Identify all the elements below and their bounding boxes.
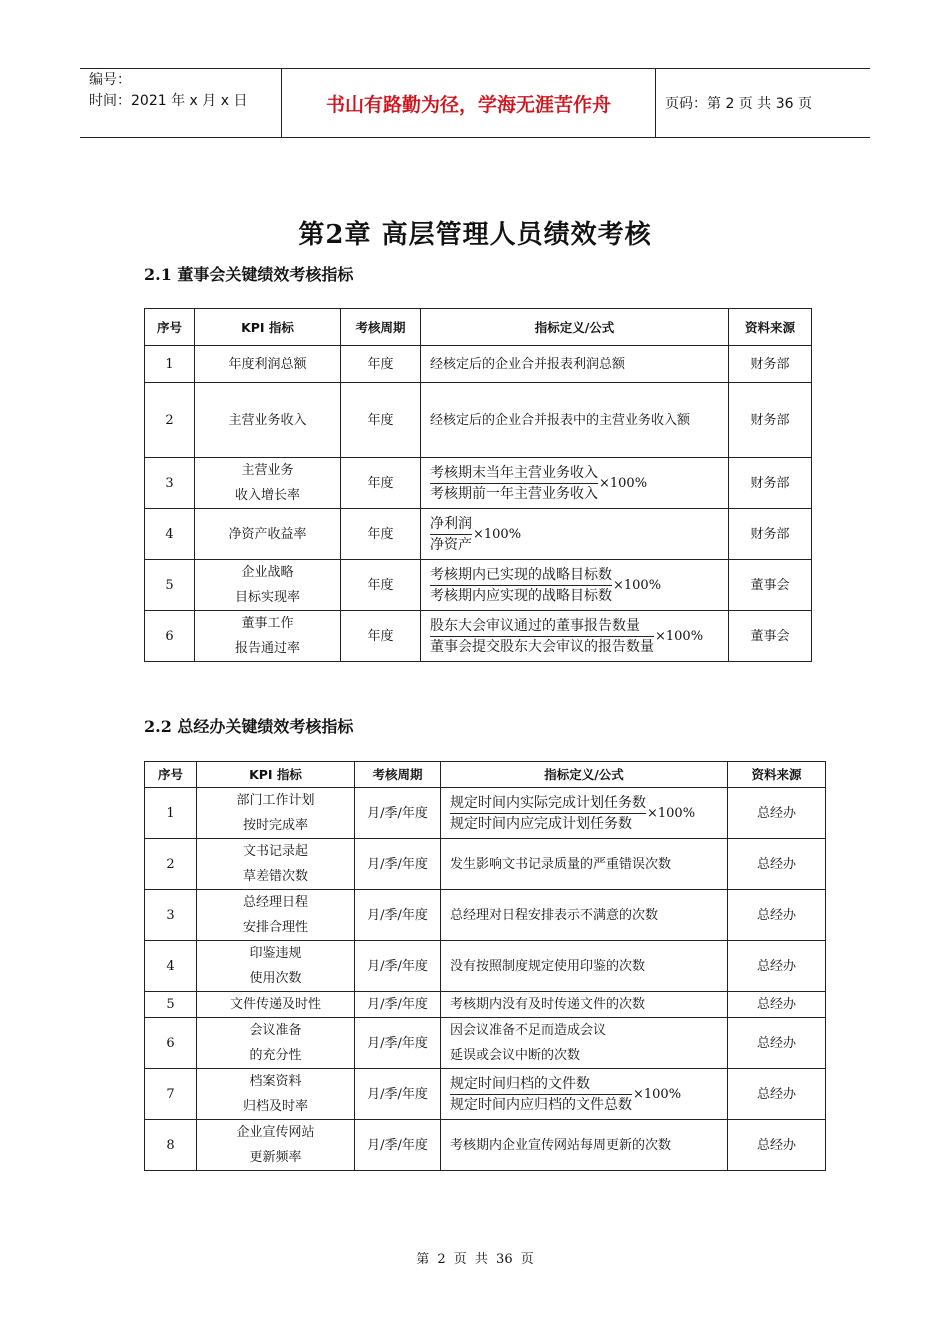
formula-multiplier: ×100% (599, 475, 648, 491)
fraction (450, 1074, 632, 1115)
formula (450, 1074, 681, 1115)
header-no: 序号 (145, 762, 197, 788)
formula-numerator: 考核期末当年主营业务收入 (430, 463, 598, 484)
kpi-name (197, 941, 355, 992)
formula-multiplier: ×100% (647, 805, 696, 821)
table-header-row (145, 309, 812, 346)
row-number: 6 (145, 611, 195, 662)
kpi-name-line-2: 目标实现率 (234, 590, 300, 605)
kpi-name-line-2: 报告通过率 (234, 641, 300, 656)
review-period: 月/季/年度 (355, 839, 441, 890)
data-source: 总经办 (728, 1069, 826, 1120)
header-definition: 指标定义/公式 (421, 309, 729, 346)
definition-text: 考核期内企业宣传网站每周更新的次数 (450, 1137, 672, 1153)
formula-numerator: 规定时间内实际完成计划任务数 (450, 793, 646, 814)
formula-denominator: 考核期前一年主营业务收入 (430, 485, 598, 502)
kpi-name-line-2: 安排合理性 (242, 920, 308, 935)
review-period: 年度 (341, 383, 421, 458)
kpi-name-line-1: 部门工作计划 (236, 793, 315, 808)
formula-denominator: 净资产 (430, 536, 472, 553)
definition-formula (421, 346, 729, 383)
row-number: 4 (145, 509, 195, 560)
kpi-name (197, 890, 355, 941)
kpi-name (197, 992, 355, 1018)
row-number: 7 (145, 1069, 197, 1120)
data-source: 总经办 (728, 992, 826, 1018)
kpi-name-line-1: 总经理日程 (242, 895, 308, 910)
table-row (145, 611, 812, 662)
data-source: 财务部 (729, 458, 812, 509)
data-source: 董事会 (729, 611, 812, 662)
kpi-name-line-1: 年度利润总额 (228, 356, 307, 372)
data-source: 总经办 (728, 941, 826, 992)
definition-text: 考核期内没有及时传递文件的次数 (450, 997, 646, 1012)
definition-formula (421, 560, 729, 611)
formula-denominator: 考核期内应实现的战略目标数 (430, 587, 612, 604)
header-source: 资料来源 (729, 309, 812, 346)
review-period: 月/季/年度 (355, 1120, 441, 1171)
review-period: 月/季/年度 (355, 788, 441, 839)
section-2-title: 2.2 总经办关键绩效考核指标 (144, 717, 354, 736)
table-row (145, 839, 826, 890)
kpi-name (195, 509, 341, 560)
data-source: 财务部 (729, 383, 812, 458)
kpi-name (195, 346, 341, 383)
formula (430, 616, 703, 657)
definition-text: 发生影响文书记录质量的严重错误次数 (450, 856, 672, 872)
kpi-name (195, 611, 341, 662)
header-kpi: KPI 指标 (197, 762, 355, 788)
row-number: 2 (145, 383, 195, 458)
kpi-name (197, 1120, 355, 1171)
formula-multiplier: ×100% (655, 628, 704, 644)
office-kpi-table (144, 761, 826, 1171)
header-no: 序号 (145, 309, 195, 346)
review-period: 年度 (341, 560, 421, 611)
review-period: 月/季/年度 (355, 992, 441, 1018)
kpi-name-line-1: 主营业务收入 (228, 412, 307, 428)
kpi-name-line-1: 企业战略 (241, 565, 294, 580)
definition-text: 总经理对日程安排表示不满意的次数 (450, 907, 659, 923)
header-page-info: 页码：第 2 页 共 36 页 (665, 96, 812, 112)
kpi-name-line-1: 档案资料 (249, 1074, 302, 1089)
kpi-name (197, 1069, 355, 1120)
fraction (430, 565, 612, 606)
formula-numerator: 股东大会审议通过的董事报告数量 (430, 616, 654, 637)
kpi-name-line-1: 企业宣传网站 (236, 1125, 315, 1140)
definition-formula (441, 1018, 728, 1069)
table-header-row (145, 762, 826, 788)
page-header (80, 68, 870, 138)
definition-text: 没有按照制度规定使用印鉴的次数 (450, 958, 646, 974)
formula-numerator: 考核期内已实现的战略目标数 (430, 565, 612, 586)
kpi-name-line-1: 文书记录起 (242, 844, 308, 859)
definition-text: 经核定后的企业合并报表中的主营业务收入额 (430, 412, 691, 428)
row-number: 5 (145, 992, 197, 1018)
definition-text: 因会议准备不足而造成会议 (450, 1023, 607, 1038)
definition-formula (441, 941, 728, 992)
table-row (145, 458, 812, 509)
header-period: 考核周期 (341, 309, 421, 346)
table-row (145, 1069, 826, 1120)
header-source: 资料来源 (728, 762, 826, 788)
row-number: 2 (145, 839, 197, 890)
definition-text-line-2: 延误或会议中断的次数 (450, 1048, 581, 1063)
table-row (145, 560, 812, 611)
formula-multiplier: ×100% (473, 526, 522, 542)
row-number: 8 (145, 1120, 197, 1171)
kpi-name-line-1: 主营业务 (241, 463, 294, 478)
table-row (145, 788, 826, 839)
formula (430, 565, 661, 606)
document-date-label: 时间：2021 年 x 月 x 日 (89, 93, 248, 109)
definition-formula (441, 1069, 728, 1120)
row-number: 1 (145, 788, 197, 839)
definition-formula (441, 788, 728, 839)
review-period: 月/季/年度 (355, 941, 441, 992)
fraction (450, 793, 646, 834)
page-footer: 第 2 页 共 36 页 (416, 1252, 534, 1267)
kpi-name (195, 458, 341, 509)
review-period: 年度 (341, 346, 421, 383)
kpi-name-line-2: 归档及时率 (242, 1099, 308, 1114)
kpi-name (195, 560, 341, 611)
header-definition: 指标定义/公式 (441, 762, 728, 788)
row-number: 5 (145, 560, 195, 611)
formula (430, 463, 647, 504)
row-number: 4 (145, 941, 197, 992)
kpi-name-line-2: 按时完成率 (242, 818, 308, 833)
formula-denominator: 董事会提交股东大会审议的报告数量 (430, 638, 654, 655)
table-row (145, 509, 812, 560)
data-source: 总经办 (728, 890, 826, 941)
data-source: 财务部 (729, 346, 812, 383)
table-row (145, 992, 826, 1018)
data-source: 总经办 (728, 788, 826, 839)
formula-multiplier: ×100% (633, 1086, 682, 1102)
definition-formula (421, 458, 729, 509)
kpi-name-line-2: 更新频率 (249, 1150, 302, 1165)
header-kpi: KPI 指标 (195, 309, 341, 346)
review-period: 月/季/年度 (355, 1069, 441, 1120)
kpi-name-line-1: 印鉴违规 (249, 946, 302, 961)
header-period: 考核周期 (355, 762, 441, 788)
definition-formula (421, 611, 729, 662)
formula (430, 514, 521, 555)
kpi-name-line-1: 净资产收益率 (228, 526, 307, 542)
review-period: 年度 (341, 458, 421, 509)
header-motto: 书山有路勤为径，学海无涯苦作舟 (281, 69, 656, 137)
table-row (145, 383, 812, 458)
formula-multiplier: ×100% (613, 577, 662, 593)
section-1-title: 2.1 董事会关键绩效考核指标 (144, 265, 354, 284)
definition-formula (441, 992, 728, 1018)
table-row (145, 346, 812, 383)
table-row (145, 941, 826, 992)
review-period: 年度 (341, 509, 421, 560)
table-row (145, 1120, 826, 1171)
formula-numerator: 规定时间归档的文件数 (450, 1074, 632, 1095)
row-number: 6 (145, 1018, 197, 1069)
kpi-name (197, 788, 355, 839)
definition-text: 经核定后的企业合并报表利润总额 (430, 356, 626, 372)
definition-formula (421, 509, 729, 560)
kpi-name-line-1: 文件传递及时性 (229, 997, 321, 1012)
kpi-name-line-2: 使用次数 (249, 971, 302, 986)
table-row (145, 1018, 826, 1069)
data-source: 总经办 (728, 839, 826, 890)
definition-formula (421, 383, 729, 458)
review-period: 月/季/年度 (355, 890, 441, 941)
header-left-cell (80, 69, 281, 137)
kpi-name-line-2: 收入增长率 (234, 488, 300, 503)
formula-denominator: 规定时间内应归档的文件总数 (450, 1096, 632, 1113)
chapter-title: 第2章 高层管理人员绩效考核 (298, 220, 652, 250)
kpi-name-line-1: 董事工作 (241, 616, 294, 631)
row-number: 3 (145, 890, 197, 941)
table-row (145, 890, 826, 941)
kpi-name (197, 839, 355, 890)
review-period: 年度 (341, 611, 421, 662)
review-period: 月/季/年度 (355, 1018, 441, 1069)
formula-denominator: 规定时间内应完成计划任务数 (450, 815, 632, 832)
data-source: 董事会 (729, 560, 812, 611)
definition-formula (441, 839, 728, 890)
kpi-name-line-2: 的充分性 (249, 1048, 302, 1063)
fraction (430, 463, 598, 504)
fraction (430, 514, 472, 555)
formula-numerator: 净利润 (430, 514, 472, 535)
board-kpi-table (144, 308, 812, 662)
kpi-name (195, 383, 341, 458)
data-source: 总经办 (728, 1018, 826, 1069)
fraction (430, 616, 654, 657)
row-number: 1 (145, 346, 195, 383)
document-number-label: 编号： (89, 72, 131, 88)
row-number: 3 (145, 458, 195, 509)
data-source: 总经办 (728, 1120, 826, 1171)
definition-formula (441, 890, 728, 941)
data-source: 财务部 (729, 509, 812, 560)
definition-formula (441, 1120, 728, 1171)
formula (450, 793, 695, 834)
kpi-name-line-1: 会议准备 (249, 1023, 302, 1038)
kpi-name-line-2: 草差错次数 (242, 869, 308, 884)
kpi-name (197, 1018, 355, 1069)
